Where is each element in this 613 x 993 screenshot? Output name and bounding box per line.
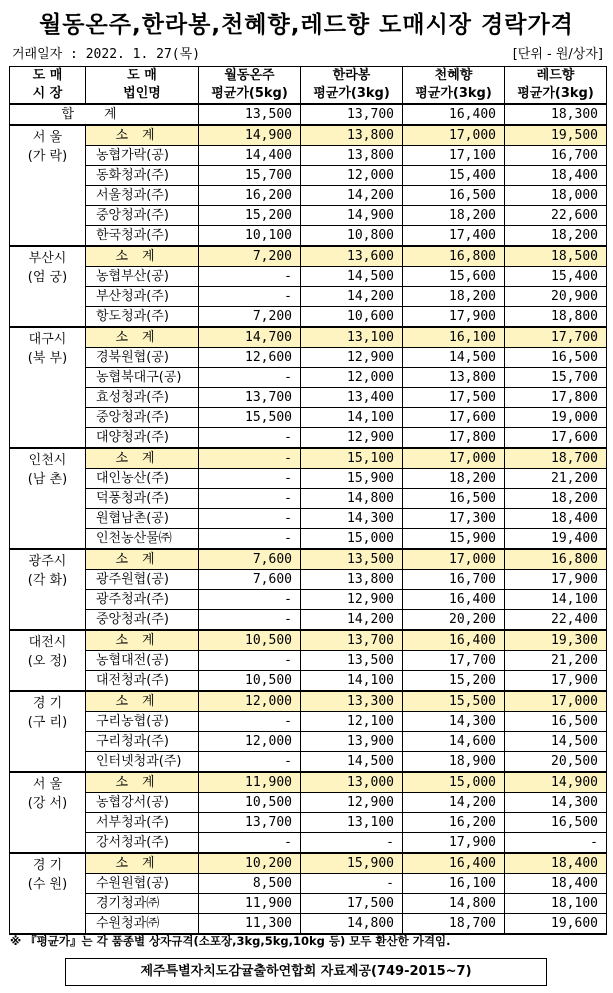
price-cell: 13,700 xyxy=(199,813,301,833)
price-cell: 7,200 xyxy=(199,246,301,267)
price-cell: - xyxy=(199,712,301,732)
corp-name: 중앙청과(주) xyxy=(86,206,199,226)
price-cell: 12,900 xyxy=(301,428,403,449)
price-cell: 12,000 xyxy=(199,691,301,712)
corp-name: 서부청과(주) xyxy=(86,813,199,833)
price-cell: 18,700 xyxy=(403,914,505,935)
price-cell: 15,700 xyxy=(199,166,301,186)
subtotal-row xyxy=(10,630,607,651)
corp-name: 효성청과(주) xyxy=(86,388,199,408)
price-cell: 14,300 xyxy=(505,793,607,813)
price-cell: 13,600 xyxy=(301,246,403,267)
price-cell: 17,900 xyxy=(505,671,607,692)
header-product-3: 천혜향 xyxy=(403,67,505,86)
table-row xyxy=(10,348,607,368)
table-row xyxy=(10,469,607,489)
price-cell: 14,100 xyxy=(301,408,403,428)
price-cell: 16,500 xyxy=(505,712,607,732)
price-cell: - xyxy=(199,267,301,287)
price-cell: 15,000 xyxy=(301,529,403,550)
price-cell: 18,400 xyxy=(505,166,607,186)
table-row xyxy=(10,529,607,550)
price-cell: 17,000 xyxy=(403,448,505,469)
price-cell: 22,600 xyxy=(505,206,607,226)
market-name xyxy=(10,125,86,246)
price-cell: 18,400 xyxy=(505,853,607,874)
price-cell: 17,100 xyxy=(403,146,505,166)
table-row xyxy=(10,287,607,307)
table-row xyxy=(10,570,607,590)
price-cell: 16,500 xyxy=(505,348,607,368)
price-cell: 13,800 xyxy=(301,125,403,146)
price-cell: 12,000 xyxy=(301,368,403,388)
price-cell: 15,100 xyxy=(301,448,403,469)
price-cell: - xyxy=(199,529,301,550)
price-cell: 22,400 xyxy=(505,610,607,631)
table-row xyxy=(10,894,607,914)
corp-name: 광주청과(주) xyxy=(86,590,199,610)
market-city: 부산시 xyxy=(28,251,67,266)
corp-name: 소계 xyxy=(86,549,199,570)
price-cell: 17,900 xyxy=(505,570,607,590)
subtotal-row xyxy=(10,549,607,570)
market-name xyxy=(10,246,86,327)
price-cell: - xyxy=(199,651,301,671)
price-cell: - xyxy=(301,874,403,894)
price-cell: 14,500 xyxy=(505,732,607,752)
price-cell: 16,500 xyxy=(403,186,505,206)
market-district: (구 리) xyxy=(27,715,68,730)
price-table xyxy=(9,66,607,935)
price-cell: 12,600 xyxy=(199,348,301,368)
price-cell: 17,000 xyxy=(403,549,505,570)
price-cell: 17,600 xyxy=(403,408,505,428)
price-cell: - xyxy=(199,287,301,307)
price-cell: 10,600 xyxy=(301,307,403,328)
price-cell: 14,900 xyxy=(199,125,301,146)
page-title: 월동온주,한라봉,천혜향,레드향 도매시장 경락가격 xyxy=(39,12,574,38)
price-cell: 20,900 xyxy=(505,287,607,307)
price-cell: 11,300 xyxy=(199,914,301,935)
header-price-2: 평균가(3kg) xyxy=(301,85,403,104)
price-cell: 16,700 xyxy=(403,570,505,590)
table-row xyxy=(10,388,607,408)
price-cell: 18,200 xyxy=(403,469,505,489)
price-cell: 14,500 xyxy=(301,267,403,287)
table-row xyxy=(10,671,607,692)
price-cell: 10,200 xyxy=(199,853,301,874)
price-cell: 17,500 xyxy=(403,388,505,408)
price-cell: 14,100 xyxy=(301,671,403,692)
table-row xyxy=(10,307,607,328)
price-cell: 16,100 xyxy=(403,874,505,894)
price-cell: 14,400 xyxy=(199,146,301,166)
corp-name: 소계 xyxy=(86,691,199,712)
market-city: 경 기 xyxy=(32,696,63,711)
price-cell: 10,500 xyxy=(199,671,301,692)
price-cell: 19,600 xyxy=(505,914,607,935)
price-cell: - xyxy=(199,489,301,509)
subtotal-row xyxy=(10,853,607,874)
market-district: (오 정) xyxy=(27,654,68,669)
price-cell: - xyxy=(301,833,403,854)
corp-name: 소계 xyxy=(86,853,199,874)
corp-name: 구리농협(공) xyxy=(86,712,199,732)
price-cell: - xyxy=(199,752,301,773)
price-cell: 14,900 xyxy=(301,206,403,226)
price-cell: 15,500 xyxy=(199,408,301,428)
market-name xyxy=(10,630,86,691)
price-cell: 15,600 xyxy=(403,267,505,287)
price-cell: - xyxy=(199,833,301,854)
price-cell: 7,200 xyxy=(199,307,301,328)
table-row xyxy=(10,813,607,833)
footnote: ※ 『평균가』는 각 품종별 상자규격(소포장,3kg,5kg,10kg 등) 모두 환산한 가격임. xyxy=(10,934,451,948)
corp-name: 농협강서(공) xyxy=(86,793,199,813)
market-city: 대구시 xyxy=(28,332,67,347)
corp-name: 경기청과㈜ xyxy=(86,894,199,914)
price-cell: 18,800 xyxy=(505,307,607,328)
price-cell: - xyxy=(505,833,607,854)
price-cell: 14,200 xyxy=(301,610,403,631)
subtotal-row xyxy=(10,772,607,793)
corp-name: 소계 xyxy=(86,246,199,267)
price-cell: 10,500 xyxy=(199,793,301,813)
price-cell: 15,400 xyxy=(403,166,505,186)
price-cell: 20,500 xyxy=(505,752,607,773)
price-cell: 14,800 xyxy=(403,894,505,914)
price-cell: 13,700 xyxy=(301,630,403,651)
market-city: 인천시 xyxy=(28,453,67,468)
header-price-3: 평균가(3kg) xyxy=(403,85,505,104)
price-cell: 18,200 xyxy=(505,226,607,247)
price-cell: 7,600 xyxy=(199,570,301,590)
corp-name: 인천농산물㈜ xyxy=(86,529,199,550)
price-cell: 10,800 xyxy=(301,226,403,247)
header-price-4: 평균가(3kg) xyxy=(505,85,607,104)
price-cell: 16,400 xyxy=(403,630,505,651)
table-row xyxy=(10,428,607,449)
price-cell: 18,200 xyxy=(403,206,505,226)
corp-name: 경북원협(공) xyxy=(86,348,199,368)
header-market-2: 시 장 xyxy=(10,85,86,104)
corp-name: 원협남촌(공) xyxy=(86,509,199,529)
corp-name: 인터넷청과(주) xyxy=(86,752,199,773)
price-cell: 17,400 xyxy=(403,226,505,247)
price-cell: 13,300 xyxy=(301,691,403,712)
subtotal-row xyxy=(10,448,607,469)
price-cell: 16,800 xyxy=(505,549,607,570)
corp-name: 서울청과(주) xyxy=(86,186,199,206)
subtotal-row xyxy=(10,327,607,348)
price-cell: 13,900 xyxy=(301,732,403,752)
price-cell: 16,500 xyxy=(403,489,505,509)
price-cell: 14,700 xyxy=(199,327,301,348)
price-cell: 11,900 xyxy=(199,894,301,914)
table-row xyxy=(10,206,607,226)
header-product-2: 한라봉 xyxy=(301,67,403,86)
price-cell: 18,400 xyxy=(505,509,607,529)
total-label: 합계 xyxy=(10,104,199,125)
price-cell: - xyxy=(199,368,301,388)
corp-name: 항도청과(주) xyxy=(86,307,199,328)
price-cell: 15,200 xyxy=(403,671,505,692)
corp-name: 농협대전(공) xyxy=(86,651,199,671)
table-row xyxy=(10,226,607,247)
price-cell: 14,300 xyxy=(403,712,505,732)
price-cell: 12,100 xyxy=(301,712,403,732)
corp-name: 한국청과(주) xyxy=(86,226,199,247)
corp-name: 부산청과(주) xyxy=(86,287,199,307)
price-cell: 17,900 xyxy=(403,307,505,328)
price-cell: 15,700 xyxy=(505,368,607,388)
table-row xyxy=(10,712,607,732)
corp-name: 대전청과(주) xyxy=(86,671,199,692)
price-cell: 18,500 xyxy=(505,246,607,267)
price-cell: 16,100 xyxy=(403,327,505,348)
price-cell: 13,500 xyxy=(301,549,403,570)
price-cell: 16,400 xyxy=(403,590,505,610)
price-cell: 14,900 xyxy=(505,772,607,793)
price-cell: 13,100 xyxy=(301,813,403,833)
corp-name: 광주원협(공) xyxy=(86,570,199,590)
market-name xyxy=(10,772,86,853)
market-district: (강 서) xyxy=(27,796,68,811)
price-cell: 16,800 xyxy=(403,246,505,267)
price-cell: 14,200 xyxy=(403,793,505,813)
table-row xyxy=(10,610,607,631)
price-cell: 21,200 xyxy=(505,469,607,489)
price-cell: 14,600 xyxy=(403,732,505,752)
market-city: 대전시 xyxy=(28,635,67,650)
price-cell: 13,800 xyxy=(301,146,403,166)
price-cell: 14,300 xyxy=(301,509,403,529)
market-district: (수 원) xyxy=(27,877,68,892)
table-row xyxy=(10,267,607,287)
price-cell: 16,200 xyxy=(199,186,301,206)
price-cell: 17,700 xyxy=(403,651,505,671)
table-row xyxy=(10,590,607,610)
table-row xyxy=(10,186,607,206)
price-cell: 15,000 xyxy=(403,772,505,793)
table-row xyxy=(10,833,607,854)
market-city: 경 기 xyxy=(32,858,63,873)
price-cell: 10,100 xyxy=(199,226,301,247)
market-district: (가 락) xyxy=(27,149,68,164)
corp-name: 동화청과(주) xyxy=(86,166,199,186)
subtotal-row xyxy=(10,246,607,267)
total-value: 16,400 xyxy=(403,104,505,125)
price-cell: 17,500 xyxy=(301,894,403,914)
table-row xyxy=(10,914,607,935)
price-cell: 8,500 xyxy=(199,874,301,894)
market-name xyxy=(10,448,86,549)
price-cell: 14,800 xyxy=(301,914,403,935)
price-cell: 18,200 xyxy=(403,287,505,307)
corp-name: 구리청과(주) xyxy=(86,732,199,752)
price-cell: 17,000 xyxy=(505,691,607,712)
market-name xyxy=(10,853,86,934)
price-cell: 18,200 xyxy=(505,489,607,509)
header-corp: 도 매 xyxy=(86,67,199,86)
table-row xyxy=(10,752,607,773)
table-row xyxy=(10,368,607,388)
price-cell: 21,200 xyxy=(505,651,607,671)
price-cell: 14,200 xyxy=(301,287,403,307)
price-cell: 16,500 xyxy=(505,813,607,833)
corp-name: 중앙청과(주) xyxy=(86,408,199,428)
price-cell: - xyxy=(199,448,301,469)
price-cell: 12,900 xyxy=(301,590,403,610)
header-price-1: 평균가(5kg) xyxy=(199,85,301,104)
price-cell: 19,300 xyxy=(505,630,607,651)
price-cell: 14,200 xyxy=(301,186,403,206)
source-box: 제주특별자치도감귤출하연합회 자료제공(749-2015~7) xyxy=(65,958,547,986)
price-cell: 13,100 xyxy=(301,327,403,348)
market-district: (북 부) xyxy=(27,351,68,366)
price-cell: 19,500 xyxy=(505,125,607,146)
corp-name: 대양청과(주) xyxy=(86,428,199,449)
price-cell: 18,900 xyxy=(403,752,505,773)
market-city: 서 울 xyxy=(32,777,63,792)
price-cell: 17,800 xyxy=(403,428,505,449)
price-cell: 11,900 xyxy=(199,772,301,793)
price-cell: 15,200 xyxy=(199,206,301,226)
price-cell: 13,000 xyxy=(301,772,403,793)
price-cell: 14,500 xyxy=(301,752,403,773)
price-cell: 14,500 xyxy=(403,348,505,368)
price-cell: 15,900 xyxy=(403,529,505,550)
price-cell: - xyxy=(199,428,301,449)
price-cell: 10,500 xyxy=(199,630,301,651)
price-cell: - xyxy=(199,509,301,529)
header-corp-2: 법인명 xyxy=(86,85,199,104)
total-row xyxy=(10,104,607,125)
table-row xyxy=(10,793,607,813)
table-row xyxy=(10,489,607,509)
subtotal-row xyxy=(10,125,607,146)
table-row xyxy=(10,651,607,671)
table-row xyxy=(10,408,607,428)
price-cell: 12,000 xyxy=(301,166,403,186)
price-cell: 18,700 xyxy=(505,448,607,469)
price-cell: 18,100 xyxy=(505,894,607,914)
table-row xyxy=(10,146,607,166)
price-cell: 12,000 xyxy=(199,732,301,752)
table-row xyxy=(10,732,607,752)
header-market: 도 매 xyxy=(10,67,86,86)
price-cell: 16,200 xyxy=(403,813,505,833)
price-cell: 17,600 xyxy=(505,428,607,449)
price-cell: 13,800 xyxy=(403,368,505,388)
price-cell: 17,300 xyxy=(403,509,505,529)
price-cell: 17,900 xyxy=(403,833,505,854)
price-cell: - xyxy=(199,590,301,610)
price-cell: 17,000 xyxy=(403,125,505,146)
price-cell: - xyxy=(199,469,301,489)
corp-name: 소계 xyxy=(86,772,199,793)
price-cell: 13,500 xyxy=(301,651,403,671)
price-cell: 12,900 xyxy=(301,348,403,368)
market-district: (남 촌) xyxy=(27,472,68,487)
price-cell: 7,600 xyxy=(199,549,301,570)
market-city: 서 울 xyxy=(32,130,63,145)
price-cell: 12,900 xyxy=(301,793,403,813)
price-cell: 17,800 xyxy=(505,388,607,408)
corp-name: 중앙청과(주) xyxy=(86,610,199,631)
market-name xyxy=(10,549,86,630)
price-cell: 15,900 xyxy=(301,853,403,874)
corp-name: 덕풍청과(주) xyxy=(86,489,199,509)
market-city: 광주시 xyxy=(28,554,67,569)
price-cell: 13,800 xyxy=(301,570,403,590)
price-cell: 18,400 xyxy=(505,874,607,894)
subtotal-row xyxy=(10,691,607,712)
price-cell: 14,100 xyxy=(505,590,607,610)
header-product-4: 레드향 xyxy=(505,67,607,86)
corp-name: 소계 xyxy=(86,327,199,348)
table-row xyxy=(10,874,607,894)
corp-name: 농협부산(공) xyxy=(86,267,199,287)
corp-name: 수원원협(공) xyxy=(86,874,199,894)
table-row xyxy=(10,166,607,186)
price-cell: 13,700 xyxy=(199,388,301,408)
price-cell: 17,700 xyxy=(505,327,607,348)
corp-name: 농협북대구(공) xyxy=(86,368,199,388)
corp-name: 농협가락(공) xyxy=(86,146,199,166)
price-cell: 13,400 xyxy=(301,388,403,408)
price-cell: 15,900 xyxy=(301,469,403,489)
corp-name: 대인농산(주) xyxy=(86,469,199,489)
price-cell: 15,400 xyxy=(505,267,607,287)
corp-name: 소계 xyxy=(86,630,199,651)
corp-name: 강서청과(주) xyxy=(86,833,199,854)
price-cell: 16,400 xyxy=(403,853,505,874)
unit-label: [단위 - 원/상자] xyxy=(512,47,603,62)
corp-name: 소계 xyxy=(86,125,199,146)
price-cell: 15,500 xyxy=(403,691,505,712)
price-cell: 14,800 xyxy=(301,489,403,509)
total-value: 18,300 xyxy=(505,104,607,125)
price-cell: - xyxy=(199,610,301,631)
price-cell: 19,400 xyxy=(505,529,607,550)
price-cell: 18,000 xyxy=(505,186,607,206)
trade-date: 거래일자 : 2022. 1. 27(목) xyxy=(12,47,201,62)
corp-name: 소계 xyxy=(86,448,199,469)
market-name xyxy=(10,327,86,448)
price-cell: 20,200 xyxy=(403,610,505,631)
corp-name: 수원청과㈜ xyxy=(86,914,199,935)
total-value: 13,500 xyxy=(199,104,301,125)
header-product-1: 월동온주 xyxy=(199,67,301,86)
total-value: 13,700 xyxy=(301,104,403,125)
market-name xyxy=(10,691,86,772)
price-cell: 19,000 xyxy=(505,408,607,428)
price-cell: 16,700 xyxy=(505,146,607,166)
table-row xyxy=(10,509,607,529)
market-district: (엄 궁) xyxy=(27,270,68,285)
market-district: (각 화) xyxy=(27,573,68,588)
